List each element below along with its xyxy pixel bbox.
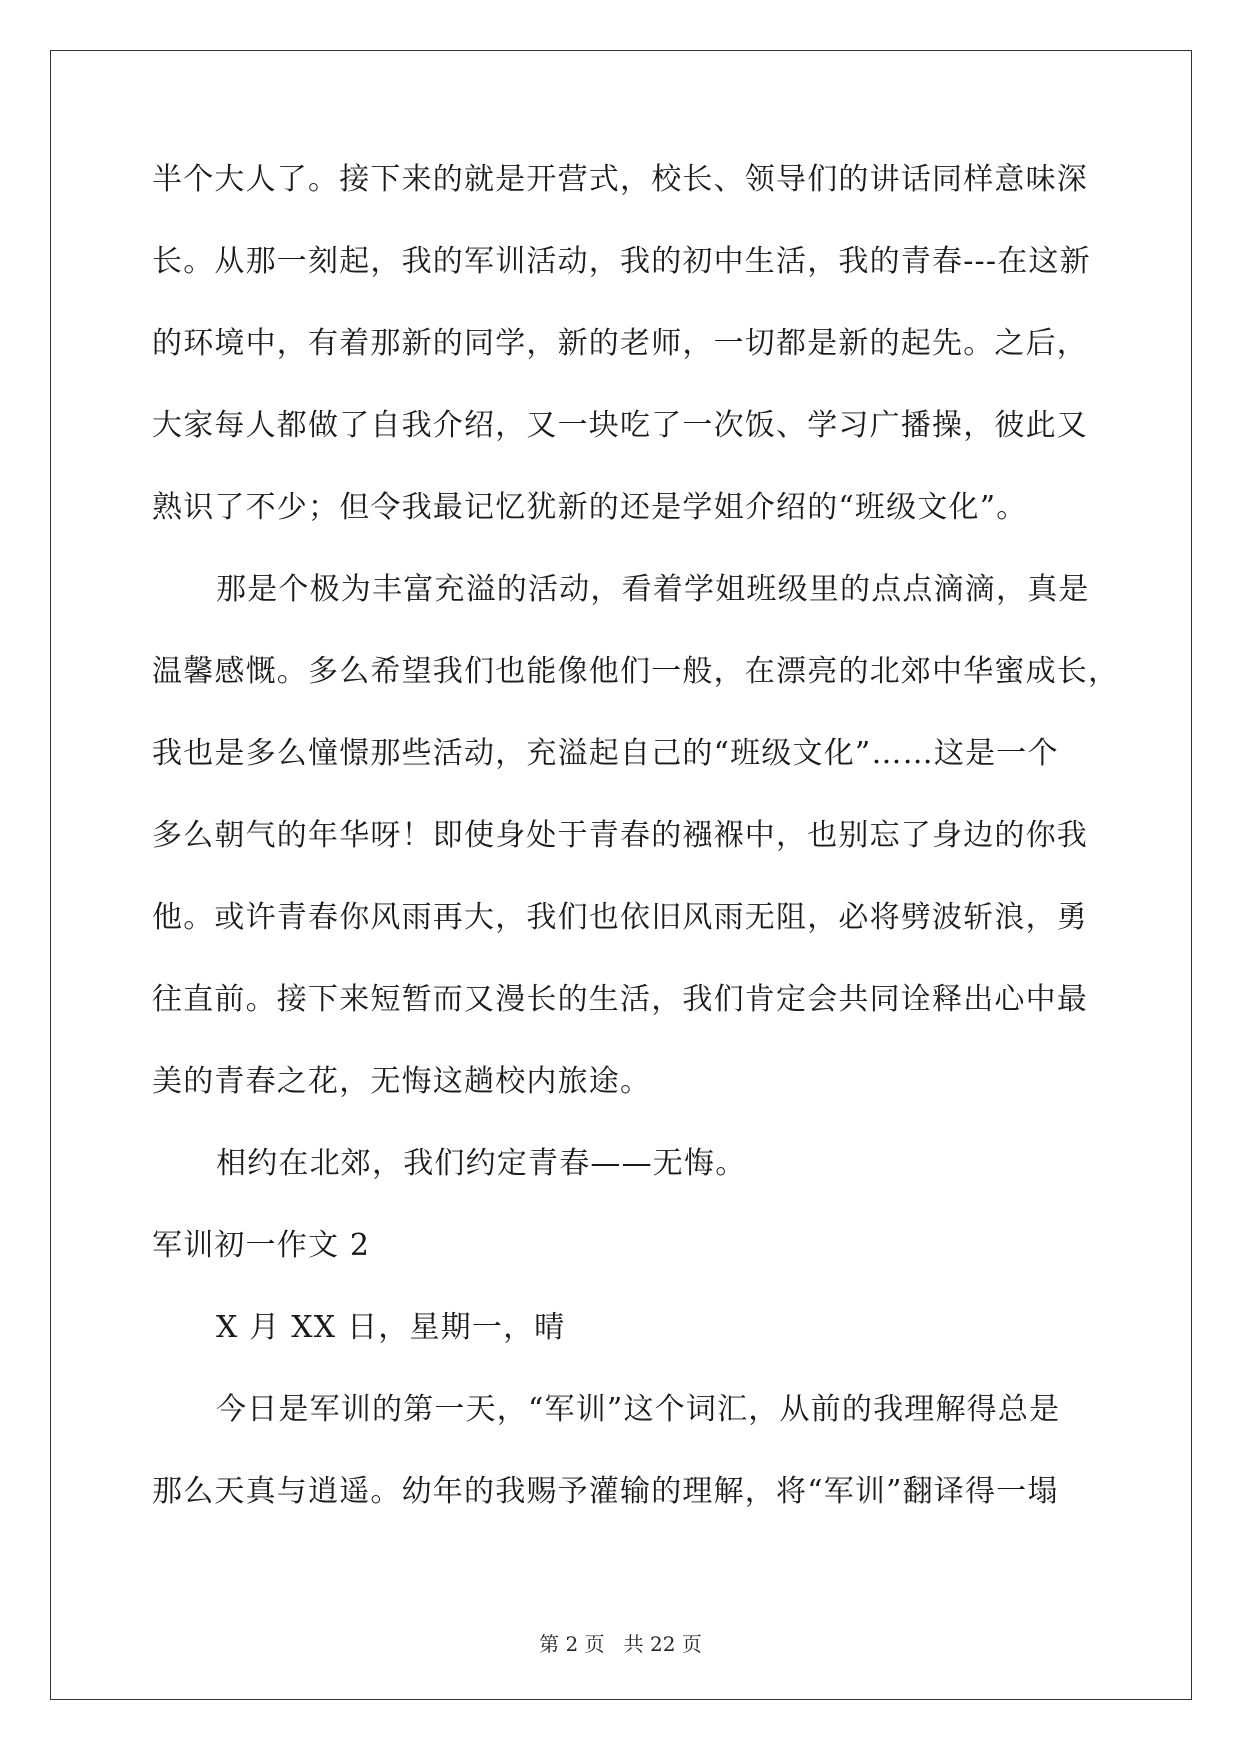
text-line: 长。从那一刻起，我的军训活动，我的初中生活，我的青春---在这新 [152,244,1091,279]
paragraph-start-line: 今日是军训的第一天，“军训”这个词汇，从前的我理解得总是 [216,1392,1061,1427]
text-line: 大家每人都做了自我介绍，又一块吃了一次饭、学习广播操，彼此又 [152,408,1088,443]
page-total: 共 22 页 [623,1632,702,1656]
date-line: X 月 XX 日，星期一，晴 [216,1310,566,1345]
document-body [152,160,1120,1554]
text-line: 温馨感慨。多么希望我们也能像他们一般，在漂亮的北郊中华蜜成长， [152,654,1120,689]
section-heading: 军训初一作文 2 [152,1228,371,1263]
text-line: 他。或许青春你风雨再大，我们也依旧风雨无阻，必将劈波斩浪，勇 [152,900,1088,935]
text-line: 我也是多么憧憬那些活动，充溢起自己的“班级文化”……这是一个 [152,736,1059,771]
paragraph-start-line: 相约在北郊，我们约定青春——无悔。 [216,1146,747,1181]
paragraph-start-line: 那是个极为丰富充溢的活动，看着学姐班级里的点点滴滴，真是 [216,572,1090,607]
text-line: 往直前。接下来短暂而又漫长的生活，我们肯定会共同诠释出心中最 [152,982,1088,1017]
text-line: 熟识了不少；但令我最记忆犹新的还是学姐介绍的“班级文化”。 [152,490,1028,525]
text-line: 的环境中，有着那新的同学，新的老师，一切都是新的起先。之后， [152,326,1088,361]
page-footer [0,1628,1241,1657]
page-number: 第 2 页 [539,1632,605,1656]
text-line: 半个大人了。接下来的就是开营式，校长、领导们的讲话同样意味深 [152,162,1088,197]
text-line: 美的青春之花，无悔这趟校内旅途。 [152,1064,652,1099]
text-line: 多么朝气的年华呀！即使身处于青春的襁褓中，也别忘了身边的你我 [152,818,1088,853]
text-line: 那么天真与逍遥。幼年的我赐予灌输的理解，将“军训”翻译得一塌 [152,1474,1059,1509]
